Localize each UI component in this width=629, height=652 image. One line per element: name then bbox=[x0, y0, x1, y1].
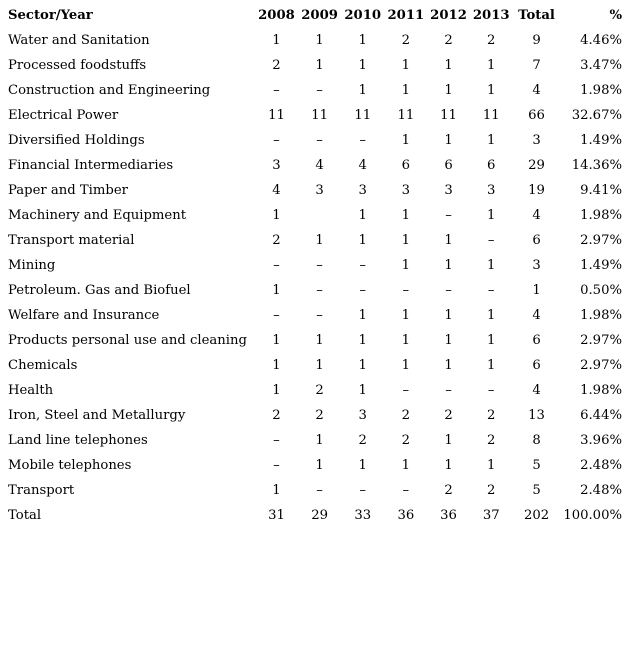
year-value-cell: – bbox=[487, 283, 495, 298]
percent-cell: 1.49% bbox=[580, 258, 622, 273]
table-row bbox=[0, 378, 629, 403]
sector-cell: Machinery and Equipment bbox=[8, 208, 187, 223]
total-cell: 6 bbox=[532, 333, 541, 348]
year-value-cell: 1 bbox=[487, 83, 496, 98]
total-cell: 4 bbox=[532, 83, 541, 98]
year-value-cell: 1 bbox=[315, 233, 324, 248]
table-row bbox=[0, 53, 629, 78]
year-value-cell: 1 bbox=[444, 83, 453, 98]
sector-cell: Financial Intermediaries bbox=[8, 158, 174, 173]
percent-cell: 1.98% bbox=[580, 83, 622, 98]
year-value-cell: 1 bbox=[315, 333, 324, 348]
percent-cell: 9.41% bbox=[580, 183, 622, 198]
year-value-cell: 3 bbox=[315, 183, 324, 198]
year-value-cell: – bbox=[487, 233, 495, 248]
year-value-cell: 1 bbox=[358, 383, 367, 398]
total-cell: 8 bbox=[532, 433, 541, 448]
table-row bbox=[0, 203, 629, 228]
year-value-cell: 1 bbox=[272, 283, 281, 298]
total-cell: 3 bbox=[532, 133, 541, 148]
year-value-cell: 1 bbox=[401, 308, 411, 323]
table-row bbox=[0, 78, 629, 103]
year-value-cell: 3 bbox=[358, 408, 367, 423]
year-value-cell: 1 bbox=[444, 133, 453, 148]
year-value-cell: 2 bbox=[444, 408, 453, 423]
year-value-cell: 1 bbox=[401, 358, 411, 373]
year-value-cell: 1 bbox=[444, 308, 453, 323]
year-value-cell: 1 bbox=[272, 33, 281, 48]
total-row bbox=[0, 503, 629, 528]
year-value-cell: 1 bbox=[487, 458, 496, 473]
year-value-cell: – bbox=[273, 433, 280, 448]
year-value-cell: 4 bbox=[315, 158, 324, 173]
year-value-cell: 1 bbox=[487, 258, 496, 273]
percent-cell: 100.00% bbox=[563, 508, 622, 523]
total-cell: 6 bbox=[532, 358, 541, 373]
year-value-cell: – bbox=[273, 83, 280, 98]
year-value-cell: 1 bbox=[272, 483, 281, 498]
year-value-cell: 1 bbox=[315, 458, 324, 473]
year-value-cell: 3 bbox=[358, 183, 367, 198]
year-value-cell: – bbox=[359, 283, 367, 298]
year-value-cell: – bbox=[273, 258, 280, 273]
year-value-cell: 2 bbox=[358, 433, 367, 448]
sector-cell: Petroleum. Gas and Biofuel bbox=[8, 283, 191, 298]
sector-cell: Construction and Engineering bbox=[8, 83, 211, 98]
year-value-cell: – bbox=[316, 483, 323, 498]
header-year: 2010 bbox=[344, 8, 382, 23]
year-value-cell: – bbox=[359, 258, 367, 273]
year-value-cell: 1 bbox=[401, 133, 411, 148]
percent-cell: 2.97% bbox=[580, 358, 622, 373]
year-value-cell: 11 bbox=[482, 108, 500, 123]
header-percent: % bbox=[609, 8, 622, 23]
table-row bbox=[0, 453, 629, 478]
year-value-cell: 2 bbox=[401, 33, 411, 48]
total-cell: 4 bbox=[532, 208, 541, 223]
year-value-cell: – bbox=[402, 483, 410, 498]
sector-cell: Mining bbox=[8, 258, 56, 273]
header-sector: Sector/Year bbox=[8, 8, 93, 23]
year-value-cell: – bbox=[273, 458, 280, 473]
header-year: 2008 bbox=[258, 8, 295, 23]
year-value-cell: 1 bbox=[401, 233, 411, 248]
percent-cell: 3.47% bbox=[580, 58, 622, 73]
total-cell: 13 bbox=[528, 408, 545, 423]
year-value-cell: 6 bbox=[487, 158, 496, 173]
total-cell: 7 bbox=[532, 58, 541, 73]
year-value-cell: – bbox=[359, 133, 367, 148]
year-value-cell: 36 bbox=[440, 508, 457, 523]
year-value-cell: 1 bbox=[401, 258, 411, 273]
percent-cell: 32.67% bbox=[571, 108, 622, 123]
total-cell: 4 bbox=[532, 308, 541, 323]
total-cell: 66 bbox=[528, 108, 545, 123]
table-body bbox=[0, 28, 629, 528]
year-value-cell: 1 bbox=[272, 383, 281, 398]
year-value-cell: 33 bbox=[354, 508, 372, 523]
percent-cell: 2.48% bbox=[580, 483, 622, 498]
year-value-cell: 1 bbox=[487, 333, 496, 348]
year-value-cell: 31 bbox=[268, 508, 285, 523]
table-row bbox=[0, 103, 629, 128]
sector-cell: Processed foodstuffs bbox=[8, 58, 147, 73]
table-row bbox=[0, 328, 629, 353]
year-value-cell: 11 bbox=[354, 108, 372, 123]
year-value-cell: – bbox=[359, 483, 367, 498]
year-value-cell: 6 bbox=[401, 158, 411, 173]
year-value-cell: 2 bbox=[444, 33, 453, 48]
sector-cell: Mobile telephones bbox=[8, 458, 132, 473]
year-value-cell: 1 bbox=[272, 358, 281, 373]
year-value-cell: 1 bbox=[358, 233, 367, 248]
year-value-cell: – bbox=[316, 283, 323, 298]
year-value-cell: 1 bbox=[487, 358, 496, 373]
year-value-cell: 1 bbox=[444, 358, 453, 373]
year-value-cell: 1 bbox=[358, 333, 367, 348]
year-value-cell: – bbox=[316, 83, 323, 98]
year-value-cell: 1 bbox=[358, 208, 367, 223]
year-value-cell: 1 bbox=[444, 458, 453, 473]
year-value-cell: 11 bbox=[440, 108, 457, 123]
year-value-cell: 2 bbox=[487, 483, 496, 498]
header-total: Total bbox=[518, 8, 555, 23]
table-row bbox=[0, 228, 629, 253]
year-value-cell: 4 bbox=[358, 158, 367, 173]
year-value-cell: 1 bbox=[401, 58, 411, 73]
year-value-cell: 37 bbox=[482, 508, 500, 523]
year-value-cell: 1 bbox=[358, 83, 367, 98]
year-value-cell: – bbox=[402, 383, 410, 398]
percent-cell: 1.49% bbox=[580, 133, 622, 148]
year-value-cell: 11 bbox=[268, 108, 285, 123]
table-row bbox=[0, 253, 629, 278]
total-cell: 3 bbox=[532, 258, 541, 273]
table-header-row bbox=[0, 4, 629, 28]
year-value-cell: 2 bbox=[487, 33, 496, 48]
percent-cell: 3.96% bbox=[580, 433, 622, 448]
sector-cell: Iron, Steel and Metallurgy bbox=[8, 408, 186, 423]
year-value-cell: 3 bbox=[272, 158, 281, 173]
total-cell: 5 bbox=[532, 458, 541, 473]
year-value-cell bbox=[298, 203, 341, 228]
year-value-cell: 1 bbox=[315, 358, 324, 373]
percent-cell: 1.98% bbox=[580, 383, 622, 398]
year-value-cell: 2 bbox=[487, 433, 496, 448]
year-value-cell: 29 bbox=[311, 508, 328, 523]
sector-cell: Water and Sanitation bbox=[8, 33, 150, 48]
year-value-cell: 1 bbox=[358, 308, 367, 323]
percent-cell: 0.50% bbox=[580, 283, 622, 298]
percent-cell: 4.46% bbox=[580, 33, 622, 48]
table-row bbox=[0, 403, 629, 428]
table-row bbox=[0, 278, 629, 303]
year-value-cell: 1 bbox=[401, 333, 411, 348]
year-value-cell: – bbox=[273, 308, 280, 323]
table-row bbox=[0, 478, 629, 503]
year-value-cell: 2 bbox=[272, 408, 281, 423]
year-value-cell: – bbox=[316, 258, 323, 273]
sector-cell: Total bbox=[8, 508, 42, 523]
percent-cell: 1.98% bbox=[580, 308, 622, 323]
year-value-cell: 1 bbox=[358, 458, 367, 473]
year-value-cell: 1 bbox=[487, 58, 496, 73]
year-value-cell: 1 bbox=[444, 333, 453, 348]
header-year: 2012 bbox=[430, 8, 467, 23]
table-row bbox=[0, 28, 629, 53]
year-value-cell: 2 bbox=[272, 58, 281, 73]
year-value-cell: 2 bbox=[272, 233, 281, 248]
year-value-cell: 1 bbox=[315, 58, 324, 73]
year-value-cell: – bbox=[445, 283, 452, 298]
year-value-cell: 1 bbox=[444, 433, 453, 448]
year-value-cell: 1 bbox=[358, 33, 367, 48]
header-year: 2009 bbox=[301, 8, 338, 23]
table-row bbox=[0, 303, 629, 328]
table-row bbox=[0, 428, 629, 453]
year-value-cell: – bbox=[445, 208, 452, 223]
sector-cell: Diversified Holdings bbox=[8, 133, 145, 148]
table-row bbox=[0, 128, 629, 153]
year-value-cell: 36 bbox=[397, 508, 415, 523]
percent-cell: 6.44% bbox=[580, 408, 622, 423]
year-value-cell: – bbox=[316, 308, 323, 323]
year-value-cell: – bbox=[316, 133, 323, 148]
table-row bbox=[0, 153, 629, 178]
header-year: 2011 bbox=[387, 8, 425, 23]
year-value-cell: 1 bbox=[487, 133, 496, 148]
year-value-cell: 1 bbox=[315, 33, 324, 48]
year-value-cell: 1 bbox=[487, 208, 496, 223]
total-cell: 19 bbox=[528, 183, 545, 198]
percent-cell: 1.98% bbox=[580, 208, 622, 223]
year-value-cell: – bbox=[402, 283, 410, 298]
table-row bbox=[0, 178, 629, 203]
year-value-cell: 1 bbox=[444, 233, 453, 248]
year-value-cell: 1 bbox=[358, 58, 367, 73]
year-value-cell: 1 bbox=[401, 83, 411, 98]
year-value-cell: 1 bbox=[272, 333, 281, 348]
year-value-cell: 1 bbox=[444, 58, 453, 73]
total-cell: 202 bbox=[523, 508, 550, 523]
sector-cell: Chemicals bbox=[8, 358, 78, 373]
year-value-cell: 6 bbox=[444, 158, 453, 173]
total-cell: 29 bbox=[528, 158, 545, 173]
year-value-cell: 3 bbox=[444, 183, 453, 198]
sector-cell: Welfare and Insurance bbox=[8, 308, 160, 323]
percent-cell: 2.48% bbox=[580, 458, 622, 473]
sector-cell: Land line telephones bbox=[8, 433, 148, 448]
total-cell: 4 bbox=[532, 383, 541, 398]
year-value-cell: – bbox=[487, 383, 495, 398]
year-value-cell: 1 bbox=[401, 458, 411, 473]
year-value-cell: 2 bbox=[315, 383, 324, 398]
year-value-cell: 3 bbox=[487, 183, 496, 198]
year-value-cell: 2 bbox=[444, 483, 453, 498]
sector-cell: Transport bbox=[8, 483, 75, 498]
percent-cell: 2.97% bbox=[580, 233, 622, 248]
year-value-cell: 2 bbox=[315, 408, 324, 423]
year-value-cell: 2 bbox=[401, 408, 411, 423]
percent-cell: 2.97% bbox=[580, 333, 622, 348]
sector-cell: Health bbox=[8, 383, 54, 398]
total-cell: 6 bbox=[532, 233, 541, 248]
percent-cell: 14.36% bbox=[571, 158, 622, 173]
year-value-cell: 2 bbox=[487, 408, 496, 423]
total-cell: 5 bbox=[532, 483, 541, 498]
year-value-cell: – bbox=[445, 383, 452, 398]
sector-cell: Products personal use and cleaning bbox=[8, 333, 247, 348]
table-row bbox=[0, 353, 629, 378]
total-cell: 1 bbox=[532, 283, 541, 298]
sector-cell: Electrical Power bbox=[8, 108, 119, 123]
year-value-cell: 1 bbox=[315, 433, 324, 448]
year-value-cell: 11 bbox=[397, 108, 415, 123]
year-value-cell: – bbox=[273, 133, 280, 148]
sector-cell: Paper and Timber bbox=[8, 183, 128, 198]
year-value-cell: 1 bbox=[358, 358, 367, 373]
sector-cell: Transport material bbox=[8, 233, 135, 248]
year-value-cell: 1 bbox=[401, 208, 411, 223]
year-value-cell: 1 bbox=[444, 258, 453, 273]
total-cell: 9 bbox=[532, 33, 541, 48]
year-value-cell: 11 bbox=[311, 108, 328, 123]
year-value-cell: 4 bbox=[272, 183, 281, 198]
year-value-cell: 2 bbox=[401, 433, 411, 448]
year-value-cell: 3 bbox=[401, 183, 411, 198]
year-value-cell: 1 bbox=[487, 308, 496, 323]
sector-year-table bbox=[0, 4, 629, 528]
year-value-cell: 1 bbox=[272, 208, 281, 223]
header-year: 2013 bbox=[472, 8, 510, 23]
